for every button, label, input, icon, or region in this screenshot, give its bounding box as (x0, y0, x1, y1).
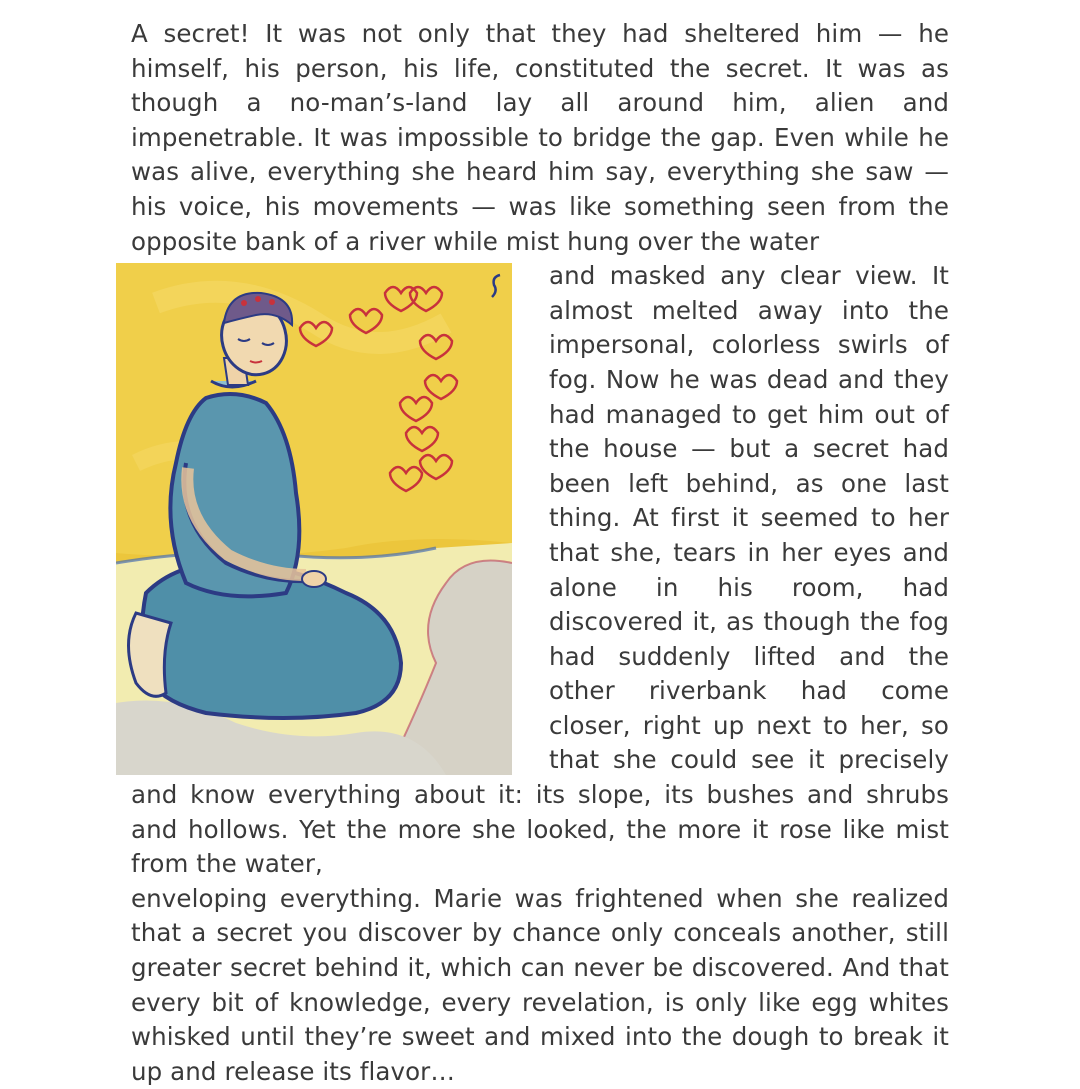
painting-kneeling-woman-image (116, 263, 512, 775)
text-page (131, 17, 949, 1089)
paragraph-before-image: A secret! It was not only that they had sheltered him — he himself, his person, his life, constituted the secret. It was as though a no-man’s-land lay all around him, alien and impenetrable. It was impossible to bridge the gap. Even while he was alive, everything she heard him say, everything she saw — his voice, his movements — was like something seen from the opposite bank of a river while mist hung over the water (131, 19, 949, 256)
paragraph-after-image: enveloping everything. Marie was frightened when she realized that a secret you discover by chance only conceals another, still greater secret behind it, which can never be discovered. And that every bit of knowledge, every revelation, is only like egg whites whisked until they’re sweet and mixed into the dough to break it up and release its flavor… (131, 883, 949, 1086)
paragraph-beside-image: and masked any clear view. It almost melted away into the impersonal, colorless swirls of fog. Now he was dead and they had managed to get him out of the house — but a secret had been left behind, as one last thing. At first it seemed to her that she, tears in her eyes and alone in his room, had discovered it, as though the fog had suddenly lifted and the other riverbank had come closer, right up next to her, so that she could see it precisely and know everything about it: its slope, its bushes and shrubs and hollows. Yet the more she looked, the more it rose like mist from the water, (131, 261, 949, 879)
painting-illustration (116, 259, 549, 775)
